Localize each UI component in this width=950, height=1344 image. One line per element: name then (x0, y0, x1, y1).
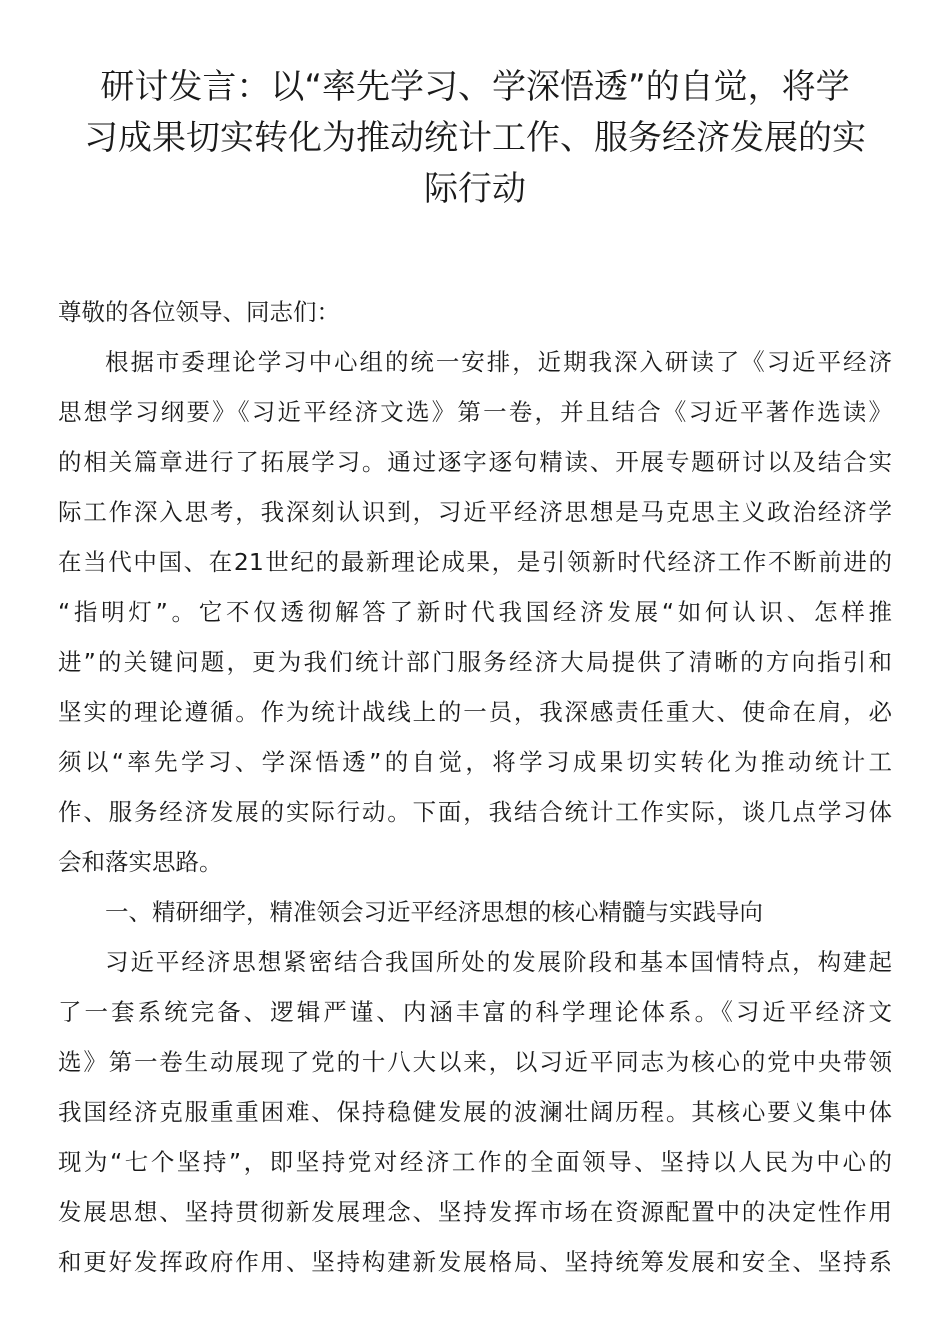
paragraph-line: 思想学习纲要》《习近平经济文选》第一卷，并且结合《习近平著作选读》 (58, 398, 892, 426)
paragraph-line: 在当代中国、在21世纪的最新理论成果，是引领新时代经济工作不断前进的 (58, 548, 892, 576)
paragraph-intro (58, 337, 892, 887)
paragraph-line: 会和落实思路。 (58, 848, 223, 876)
paragraph-line: 了一套系统完备、逻辑严谨、内涵丰富的科学理论体系。《习近平经济文 (58, 998, 892, 1026)
title-line: 际行动 (424, 169, 526, 209)
title-line: 研讨发言：以“率先学习、学深悟透”的自觉，将学 (100, 67, 850, 107)
paragraph-line: 我国经济克服重重困难、保持稳健发展的波澜壮阔历程。其核心要义集中体 (58, 1098, 892, 1126)
section-heading: 一、精研细学，精准领会习近平经济思想的核心精髓与实践导向 (105, 898, 763, 926)
paragraph-line: 选》第一卷生动展现了党的十八大以来，以习近平同志为核心的党中央带领 (58, 1048, 892, 1076)
document-title (58, 62, 892, 215)
paragraph-line: 发展思想、坚持贯彻新发展理念、坚持发挥市场在资源配置中的决定性作用 (58, 1198, 892, 1226)
paragraph-line: 习近平经济思想紧密结合我国所处的发展阶段和基本国情特点，构建起 (105, 948, 892, 976)
paragraph-line: 和更好发挥政府作用、坚持构建新发展格局、坚持统筹发展和安全、坚持系 (58, 1248, 892, 1276)
paragraph-line: 的相关篇章进行了拓展学习。通过逐字逐句精读、开展专题研讨以及结合实 (58, 448, 892, 476)
paragraph-line: 现为“七个坚持”，即坚持党对经济工作的全面领导、坚持以人民为中心的 (58, 1148, 892, 1176)
paragraph-section1 (58, 937, 892, 1287)
paragraph-line: 进”的关键问题，更为我们统计部门服务经济大局提供了清晰的方向指引和 (58, 648, 892, 676)
salutation: 尊敬的各位领导、同志们： (58, 298, 340, 326)
title-line: 习成果切实转化为推动统计工作、服务经济发展的实 (84, 118, 866, 158)
paragraph-line: 坚实的理论遵循。作为统计战线上的一员，我深感责任重大、使命在肩，必 (58, 698, 892, 726)
paragraph-line: 际工作深入思考，我深刻认识到，习近平经济思想是马克思主义政治经济学 (58, 498, 892, 526)
paragraph-line: 根据市委理论学习中心组的统一安排，近期我深入研读了《习近平经济 (105, 348, 892, 376)
paragraph-line: “指明灯”。它不仅透彻解答了新时代我国经济发展“如何认识、怎样推 (58, 598, 892, 626)
paragraph-line: 作、服务经济发展的实际行动。下面，我结合统计工作实际，谈几点学习体 (58, 798, 892, 826)
paragraph-line: 须以“率先学习、学深悟透”的自觉，将学习成果切实转化为推动统计工 (58, 748, 892, 776)
